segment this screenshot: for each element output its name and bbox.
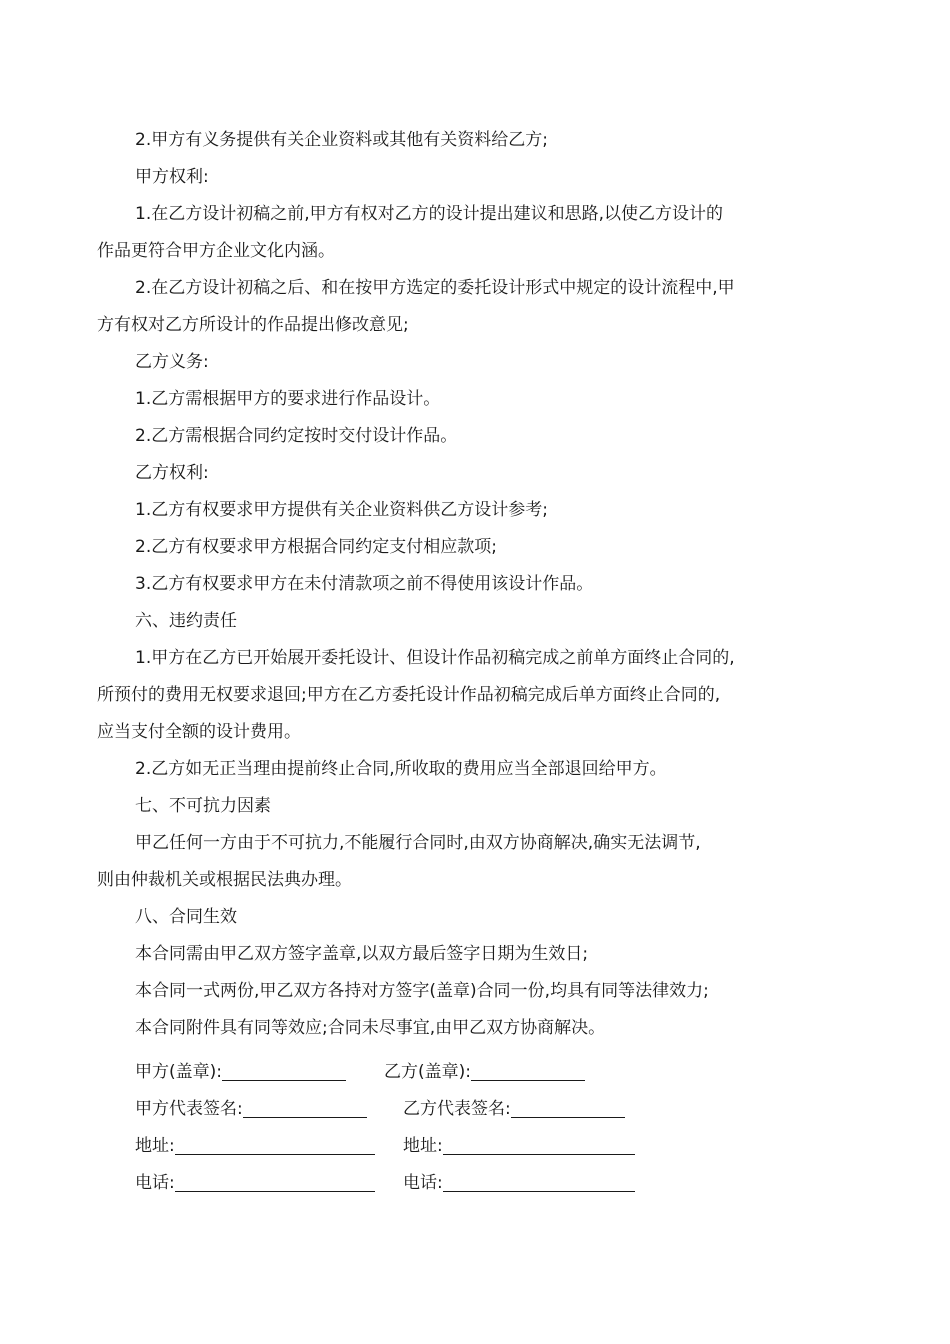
party-a-seal-label: 甲方(盖章): [135, 1062, 222, 1082]
party-b-rep-field [403, 1091, 625, 1128]
paragraph [116, 418, 836, 455]
text-line: 甲方权利: [135, 167, 209, 187]
text-line: 1.在乙方设计初稿之前,甲方有权对乙方的设计提出建议和思路,以使乙方设计的 [135, 204, 724, 224]
phone-b-blank[interactable] [443, 1169, 635, 1192]
text-line: 2.在乙方设计初稿之后、和在按甲方选定的委托设计形式中规定的设计流程中,甲 [135, 278, 735, 298]
text-line: 本合同需由甲乙双方签字盖章,以双方最后签字日期为生效日; [135, 944, 589, 964]
address-a-blank[interactable] [175, 1132, 375, 1155]
text-line: 本合同附件具有同等效应;合同未尽事宜,由甲乙双方协商解决。 [135, 1018, 606, 1038]
section-heading [116, 159, 836, 196]
text-line: 本合同一式两份,甲乙双方各持对方签字(盖章)合同一份,均具有同等法律效力; [135, 981, 709, 1001]
paragraph [116, 566, 836, 603]
party-a-rep-field [135, 1091, 367, 1128]
party-a-seal-blank[interactable] [222, 1058, 346, 1081]
paragraph [97, 196, 836, 270]
text-line: 所预付的费用无权要求退回;甲方在乙方委托设计作品初稿完成后单方面终止合同的, [97, 685, 721, 705]
address-b-field [403, 1128, 635, 1165]
section-heading [116, 455, 836, 492]
paragraph [116, 492, 836, 529]
text-line: 则由仲裁机关或根据民法典办理。 [97, 870, 352, 890]
phone-b-label: 电话: [403, 1173, 443, 1193]
section-heading [116, 788, 836, 825]
paragraph [116, 936, 836, 973]
party-a-rep-label: 甲方代表签名: [135, 1099, 243, 1119]
phone-row [135, 1165, 835, 1202]
address-row [135, 1128, 835, 1165]
phone-b-field [403, 1165, 635, 1202]
text-line: 1.乙方有权要求甲方提供有关企业资料供乙方设计参考; [135, 500, 548, 520]
party-b-seal-field [384, 1054, 585, 1091]
text-line: 八、合同生效 [135, 907, 237, 927]
paragraph [116, 751, 836, 788]
address-b-blank[interactable] [443, 1132, 635, 1155]
text-line: 1.甲方在乙方已开始展开委托设计、但设计作品初稿完成之前单方面终止合同的, [135, 648, 735, 668]
paragraph [116, 381, 836, 418]
text-line: 2.乙方有权要求甲方根据合同约定支付相应款项; [135, 537, 497, 557]
phone-a-field [135, 1165, 375, 1202]
text-line: 应当支付全额的设计费用。 [97, 722, 301, 742]
party-b-rep-blank[interactable] [511, 1095, 625, 1118]
paragraph [116, 122, 836, 159]
text-line: 3.乙方有权要求甲方在未付清款项之前不得使用该设计作品。 [135, 574, 594, 594]
text-line: 乙方义务: [135, 352, 209, 372]
paragraph [116, 1010, 836, 1047]
text-line: 七、不可抗力因素 [135, 796, 271, 816]
text-line: 作品更符合甲方企业文化内涵。 [97, 241, 335, 261]
phone-a-blank[interactable] [175, 1169, 375, 1192]
text-line: 2.乙方需根据合同约定按时交付设计作品。 [135, 426, 458, 446]
section-heading [116, 344, 836, 381]
party-a-seal-field [135, 1054, 346, 1091]
seal-row [135, 1054, 835, 1091]
address-a-field [135, 1128, 375, 1165]
paragraph [97, 825, 836, 899]
paragraph [97, 270, 836, 344]
text-line: 乙方权利: [135, 463, 209, 483]
party-a-rep-blank[interactable] [243, 1095, 367, 1118]
text-line: 2.甲方有义务提供有关企业资料或其他有关资料给乙方; [135, 130, 548, 150]
text-line: 甲乙任何一方由于不可抗力,不能履行合同时,由双方协商解决,确实无法调节, [135, 833, 701, 853]
party-b-rep-label: 乙方代表签名: [403, 1099, 511, 1119]
paragraph [116, 529, 836, 566]
address-a-label: 地址: [135, 1136, 175, 1156]
text-line: 方有权对乙方所设计的作品提出修改意见; [97, 315, 409, 335]
section-heading [116, 603, 836, 640]
text-line: 2.乙方如无正当理由提前终止合同,所收取的费用应当全部退回给甲方。 [135, 759, 667, 779]
section-heading [116, 899, 836, 936]
contract-body [97, 122, 836, 1047]
text-line: 六、违约责任 [135, 611, 237, 631]
signature-block [135, 1054, 835, 1202]
phone-a-label: 电话: [135, 1173, 175, 1193]
address-b-label: 地址: [403, 1136, 443, 1156]
party-b-seal-blank[interactable] [471, 1058, 585, 1081]
party-b-seal-label: 乙方(盖章): [384, 1062, 471, 1082]
representative-row [135, 1091, 835, 1128]
text-line: 1.乙方需根据甲方的要求进行作品设计。 [135, 389, 441, 409]
paragraph [97, 640, 836, 751]
paragraph [116, 973, 836, 1010]
